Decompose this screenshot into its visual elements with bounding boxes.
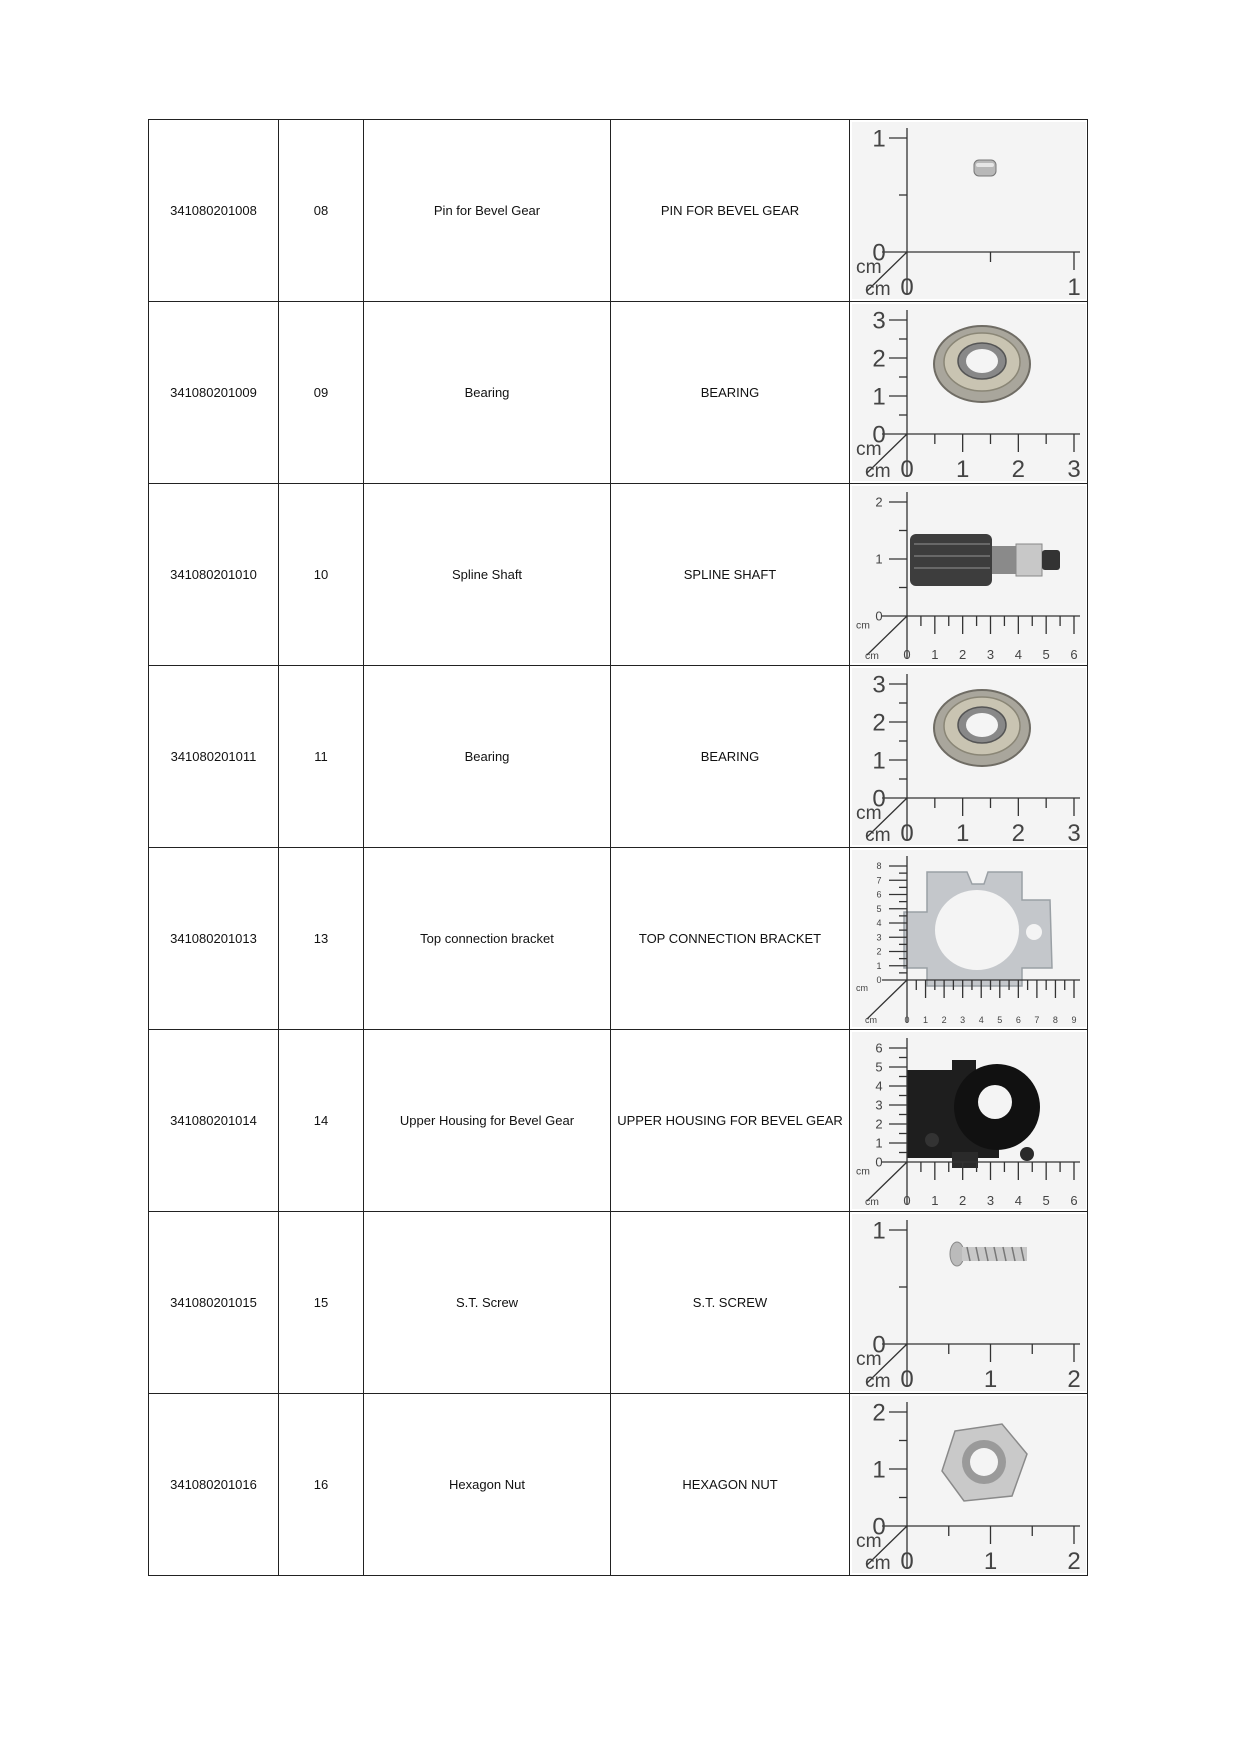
part-name-upper: BEARING: [700, 385, 760, 400]
part-name-upper: PIN FOR BEVEL GEAR: [660, 203, 800, 218]
photo-cell: [850, 1394, 1088, 1576]
part-name: Upper Housing for Bevel Gear: [399, 1113, 575, 1128]
part-name-upper: UPPER HOUSING FOR BEVEL GEAR: [617, 1113, 843, 1128]
part-name-upper: SPLINE SHAFT: [683, 567, 777, 582]
position-number: 08: [313, 203, 329, 218]
svg-text:3: 3: [1066, 820, 1081, 845]
svg-text:cm: cm: [855, 1166, 870, 1178]
photo-cell: [850, 484, 1088, 666]
part-number-cell: [149, 848, 279, 1030]
part-number: 341080201016: [170, 1477, 257, 1492]
svg-text:1: 1: [874, 551, 883, 567]
part-name-upper-cell: [611, 1212, 850, 1394]
part-name-cell: [364, 1394, 611, 1576]
table-row: [149, 120, 1088, 302]
part-number-cell: [149, 1394, 279, 1576]
part-name-cell: [364, 666, 611, 848]
part-name-upper: HEXAGON NUT: [682, 1477, 778, 1492]
svg-text:0: 0: [875, 975, 882, 986]
part-number-cell: [149, 666, 279, 848]
svg-text:0: 0: [871, 785, 886, 813]
svg-text:2: 2: [874, 494, 883, 510]
photo-cell: [850, 302, 1088, 484]
svg-text:1: 1: [955, 820, 969, 845]
position-number: 09: [313, 385, 329, 400]
part-name-cell: [364, 1212, 611, 1394]
svg-text:cm: cm: [864, 1553, 891, 1573]
part-name: Top connection bracket: [420, 931, 554, 946]
position-cell: [279, 302, 364, 484]
svg-text:2: 2: [1011, 456, 1025, 481]
position-number: 13: [313, 931, 329, 946]
photo-cell: [850, 1030, 1088, 1212]
position-number: 14: [313, 1113, 329, 1128]
svg-text:5: 5: [1042, 647, 1050, 662]
svg-text:0: 0: [902, 1193, 911, 1208]
svg-text:1: 1: [874, 1135, 883, 1151]
position-number: 11: [314, 749, 328, 764]
position-number: 15: [313, 1295, 329, 1310]
part-name-cell: [364, 120, 611, 302]
svg-text:cm: cm: [855, 1531, 882, 1553]
part-photo-bearing: [852, 304, 1086, 481]
table-row: [149, 1394, 1088, 1576]
table-row: [149, 1212, 1088, 1394]
svg-text:2: 2: [874, 1116, 883, 1132]
svg-text:6: 6: [1015, 1015, 1021, 1025]
part-photo-hex-nut: [852, 1396, 1086, 1573]
svg-text:2: 2: [958, 647, 966, 662]
svg-text:8: 8: [1052, 1015, 1058, 1025]
svg-text:0: 0: [899, 1548, 914, 1573]
svg-text:3: 3: [959, 1015, 965, 1025]
svg-text:cm: cm: [864, 825, 891, 845]
svg-text:1: 1: [871, 747, 886, 775]
svg-text:3: 3: [986, 647, 994, 662]
svg-text:5: 5: [996, 1015, 1002, 1025]
part-name-cell: [364, 1030, 611, 1212]
part-number: 341080201009: [170, 385, 257, 400]
svg-text:5: 5: [875, 903, 882, 914]
part-name: Pin for Bevel Gear: [433, 203, 541, 218]
svg-text:4: 4: [1014, 647, 1022, 662]
svg-text:2: 2: [1011, 820, 1025, 845]
svg-text:0: 0: [871, 421, 886, 449]
svg-text:1: 1: [871, 1456, 886, 1484]
part-name-upper-cell: [611, 1030, 850, 1212]
svg-text:0: 0: [871, 239, 886, 267]
part-name: Bearing: [464, 385, 510, 400]
svg-text:1: 1: [955, 456, 969, 481]
part-photo-bearing: [852, 668, 1086, 845]
svg-text:4: 4: [874, 1078, 883, 1094]
svg-text:1: 1: [930, 1193, 938, 1208]
part-number-cell: [149, 302, 279, 484]
part-name-upper: S.T. SCREW: [692, 1295, 768, 1310]
svg-text:2: 2: [871, 1399, 886, 1427]
svg-text:0: 0: [871, 1331, 886, 1359]
svg-text:cm: cm: [855, 803, 882, 825]
part-name-cell: [364, 484, 611, 666]
svg-text:3: 3: [874, 1097, 883, 1113]
svg-text:5: 5: [1042, 1193, 1050, 1208]
part-name: Bearing: [464, 749, 510, 764]
svg-text:1: 1: [922, 1015, 928, 1025]
svg-text:7: 7: [1033, 1015, 1039, 1025]
table-row: [149, 484, 1088, 666]
part-photo-pin: [852, 122, 1086, 299]
svg-text:1: 1: [871, 1217, 886, 1245]
svg-text:4: 4: [875, 918, 882, 929]
part-photo-screw: [852, 1214, 1086, 1391]
svg-text:3: 3: [1066, 456, 1081, 481]
svg-text:1: 1: [875, 960, 882, 971]
svg-text:cm: cm: [855, 1349, 882, 1371]
svg-text:0: 0: [899, 274, 914, 299]
svg-text:8: 8: [875, 861, 882, 872]
part-photo-housing: [852, 1032, 1086, 1209]
svg-text:cm: cm: [855, 439, 882, 461]
position-cell: [279, 666, 364, 848]
svg-text:cm: cm: [855, 620, 870, 632]
svg-text:2: 2: [1066, 1548, 1081, 1573]
table-row: [149, 666, 1088, 848]
svg-text:0: 0: [874, 1154, 883, 1170]
part-number-cell: [149, 1212, 279, 1394]
svg-text:cm: cm: [864, 1371, 891, 1391]
table-row: [149, 848, 1088, 1030]
svg-text:cm: cm: [855, 983, 868, 993]
table-row: [149, 1030, 1088, 1212]
svg-text:cm: cm: [864, 651, 879, 662]
svg-text:3: 3: [871, 671, 886, 699]
part-name-upper: BEARING: [700, 749, 760, 764]
part-number: 341080201011: [170, 749, 257, 764]
position-cell: [279, 1030, 364, 1212]
svg-text:cm: cm: [864, 1197, 879, 1208]
part-photo-spline-shaft: [852, 486, 1086, 663]
part-number: 341080201014: [170, 1113, 257, 1128]
svg-text:1: 1: [871, 383, 886, 411]
part-name-upper-cell: [611, 302, 850, 484]
svg-text:5: 5: [874, 1059, 883, 1075]
position-number: 10: [313, 567, 329, 582]
part-number-cell: [149, 484, 279, 666]
part-name: Hexagon Nut: [449, 1477, 525, 1492]
parts-table: [148, 119, 1088, 1576]
part-name-upper-cell: [611, 848, 850, 1030]
part-name-upper: TOP CONNECTION BRACKET: [638, 931, 822, 946]
svg-text:2: 2: [871, 709, 886, 737]
svg-text:1: 1: [983, 1366, 997, 1391]
position-cell: [279, 484, 364, 666]
photo-cell: [850, 848, 1088, 1030]
photo-cell: [850, 1212, 1088, 1394]
position-number: 16: [313, 1477, 329, 1492]
part-number: 341080201013: [170, 931, 257, 946]
svg-text:6: 6: [1069, 1193, 1078, 1208]
svg-text:9: 9: [1070, 1015, 1077, 1025]
part-number: 341080201010: [170, 567, 257, 582]
svg-text:2: 2: [958, 1193, 966, 1208]
part-name: Spline Shaft: [451, 567, 523, 582]
svg-text:3: 3: [871, 307, 886, 335]
table-row: [149, 302, 1088, 484]
part-name: S.T. Screw: [455, 1295, 519, 1310]
svg-text:cm: cm: [864, 279, 891, 299]
svg-text:2: 2: [941, 1015, 947, 1025]
part-name-upper-cell: [611, 484, 850, 666]
svg-text:0: 0: [903, 1015, 910, 1025]
svg-text:7: 7: [875, 875, 882, 886]
svg-text:4: 4: [978, 1015, 984, 1025]
svg-text:6: 6: [874, 1040, 883, 1056]
part-name-cell: [364, 302, 611, 484]
svg-text:4: 4: [1014, 1193, 1022, 1208]
position-cell: [279, 120, 364, 302]
svg-text:2: 2: [871, 345, 886, 373]
svg-text:1: 1: [1066, 274, 1081, 299]
photo-cell: [850, 120, 1088, 302]
svg-text:6: 6: [1069, 647, 1078, 662]
position-cell: [279, 1394, 364, 1576]
svg-text:3: 3: [986, 1193, 994, 1208]
svg-text:6: 6: [875, 889, 882, 900]
svg-text:2: 2: [1066, 1366, 1081, 1391]
svg-text:0: 0: [874, 608, 883, 624]
part-number: 341080201008: [170, 203, 257, 218]
svg-text:1: 1: [983, 1548, 997, 1573]
part-number-cell: [149, 1030, 279, 1212]
position-cell: [279, 1212, 364, 1394]
part-name-upper-cell: [611, 666, 850, 848]
svg-text:2: 2: [875, 946, 882, 957]
svg-text:3: 3: [875, 932, 882, 943]
svg-text:0: 0: [871, 1513, 886, 1541]
part-name-upper-cell: [611, 1394, 850, 1576]
part-number-cell: [149, 120, 279, 302]
svg-text:0: 0: [899, 1366, 914, 1391]
svg-text:0: 0: [902, 647, 911, 662]
svg-text:cm: cm: [855, 257, 882, 279]
part-number: 341080201015: [170, 1295, 257, 1310]
svg-text:1: 1: [930, 647, 938, 662]
part-name-cell: [364, 848, 611, 1030]
svg-text:1: 1: [871, 125, 886, 153]
svg-text:cm: cm: [864, 1015, 877, 1025]
photo-cell: [850, 666, 1088, 848]
position-cell: [279, 848, 364, 1030]
svg-text:cm: cm: [864, 461, 891, 481]
part-photo-bracket: [852, 850, 1086, 1027]
svg-text:0: 0: [899, 456, 914, 481]
part-name-upper-cell: [611, 120, 850, 302]
svg-text:0: 0: [899, 820, 914, 845]
